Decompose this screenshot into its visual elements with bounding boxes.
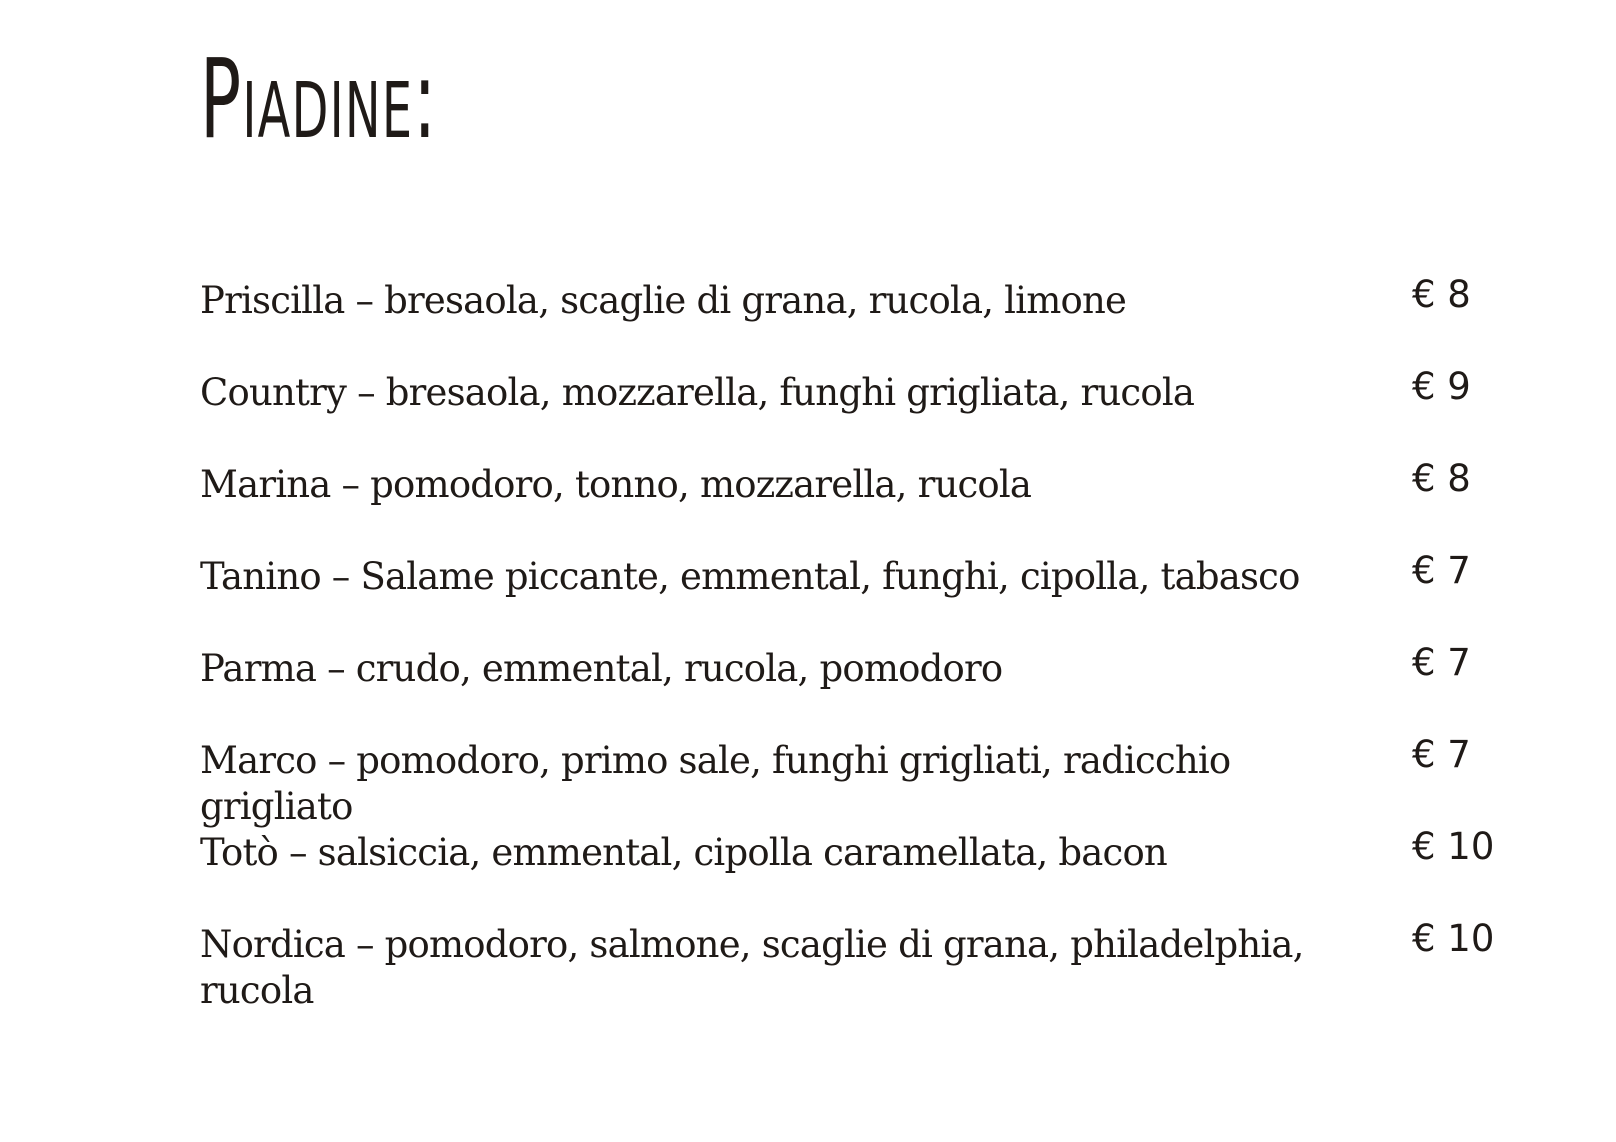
menu-item-description: Country – bresaola, mozzarella, funghi grigliata, rucola	[200, 371, 1195, 414]
menu-item-price: € 10	[1412, 917, 1495, 960]
menu-item-price: € 9	[1412, 365, 1471, 408]
menu-list	[200, 273, 1500, 1022]
menu-item-priscilla	[200, 273, 1500, 370]
menu-item-toto	[200, 825, 1500, 922]
menu-item-price: € 7	[1412, 549, 1471, 592]
menu-item-nordica	[200, 917, 1500, 1022]
menu-item-tanino	[200, 549, 1500, 646]
menu-item-description: Priscilla – bresaola, scaglie di grana, rucola, limone	[200, 279, 1127, 322]
menu-item-description: Nordica – pomodoro, salmone, scaglie di grana, philadelphia, rucola	[200, 923, 1304, 1012]
menu-item-description: Parma – crudo, emmental, rucola, pomodoro	[200, 647, 1003, 690]
menu-item-price: € 8	[1412, 273, 1471, 316]
menu-item-description: Tanino – Salame piccante, emmental, funghi, cipolla, tabasco	[200, 555, 1300, 598]
menu-item-price: € 10	[1412, 825, 1495, 868]
menu-item-marina	[200, 457, 1500, 554]
menu-item-price: € 7	[1412, 733, 1471, 776]
menu-title: Piadine:	[200, 35, 438, 163]
menu-item-parma	[200, 641, 1500, 738]
menu-item-price: € 7	[1412, 641, 1471, 684]
menu-item-price: € 8	[1412, 457, 1471, 500]
menu-item-description: Totò – salsiccia, emmental, cipolla caramellata, bacon	[200, 831, 1167, 874]
menu-item-marco	[200, 733, 1500, 830]
menu-item-country	[200, 365, 1500, 462]
menu-item-description: Marina – pomodoro, tonno, mozzarella, rucola	[200, 463, 1032, 506]
menu-item-description: Marco – pomodoro, primo sale, funghi grigliati, radicchio grigliato	[200, 739, 1231, 828]
